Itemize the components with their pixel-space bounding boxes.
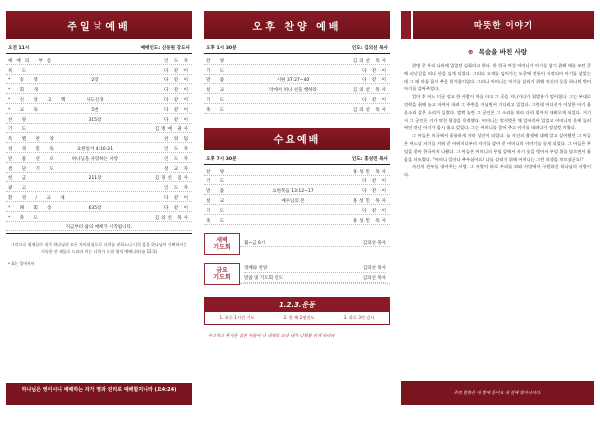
order-row <box>6 84 192 94</box>
movement-item: 1. 하루 1시간 기도 <box>219 315 255 321</box>
movement-item: 2. 한 해 2명전도 <box>283 315 315 321</box>
order-row <box>204 65 390 75</box>
order-person: 김병예 권사 <box>154 127 190 133</box>
order-person: 다 같 이 <box>362 68 388 74</box>
service-leader: 인도: 홍성민 목사 <box>351 156 388 162</box>
order-item: 찬 양 <box>8 117 31 123</box>
order-person: 다 같 이 <box>164 195 190 201</box>
friday-line <box>244 273 386 283</box>
order-person: 인 도 자 <box>164 156 190 162</box>
order-row <box>6 202 192 212</box>
order-item: 기 도 <box>206 179 229 185</box>
order-person: 김의선 목사 <box>352 107 388 113</box>
morning-service-header <box>6 45 192 51</box>
title-char: 일 <box>79 21 93 33</box>
order-content: 315장 <box>88 117 102 123</box>
order-content: 요한일서 4:16-21 <box>76 146 114 152</box>
movement-title: 1.2.3.운동 <box>205 298 389 312</box>
tag-line: 금요 <box>216 266 228 274</box>
order-row <box>6 124 192 134</box>
dawn-prayer-info <box>240 240 390 247</box>
order-content: 하나님을 사랑하는 사랑 <box>71 156 119 162</box>
order-person: 홍성민 목사 <box>352 169 388 175</box>
order-item: 말 씀 <box>206 189 229 195</box>
tag-line: 기도회 <box>213 243 231 251</box>
order-row <box>204 205 390 215</box>
order-item: 설 교 <box>206 198 229 204</box>
friday-line <box>244 263 386 273</box>
fellowship-text: 지금부터 삶의 예배가 시작됩니다. <box>65 225 133 231</box>
order-row <box>204 94 390 104</box>
order-row <box>204 55 390 65</box>
order-person: 인 도 자 <box>164 58 190 64</box>
story-paragraph: 자신의 전부를 내어주는 사랑. 그 사랑이 바로 우리를 죄와 사망에서 구원하신 하나님의 사랑이다. <box>404 165 591 179</box>
order-row <box>204 185 390 195</box>
order-item: 기 도 <box>206 97 229 103</box>
order-row <box>6 212 192 222</box>
divider <box>204 53 390 54</box>
order-item: * 송 영 <box>8 78 42 84</box>
dawn-prayer-time: 월~금 6시 <box>244 241 266 247</box>
order-person: 설 교 자 <box>164 166 190 172</box>
order-content: 2장 <box>91 78 99 84</box>
order-content: 635장 <box>88 205 102 211</box>
friday-prayer-tag <box>204 263 240 285</box>
order-row <box>204 215 390 225</box>
order-content: 5번 <box>91 107 99 113</box>
afternoon-service-banner: 오후 찬양 예배 <box>204 11 390 39</box>
afternoon-service-header <box>204 45 390 51</box>
story-column <box>401 0 594 424</box>
order-content: 시편 37:27~40 <box>276 78 310 84</box>
order-person: 인 도 자 <box>164 146 190 152</box>
story-paragraph: 얼마 후 어느 미군 장교 한 사람이 차를 타고 그 곳을 지나가다가 휘발유가 떨어졌다. 그는 부대로 연락을 취해 놓고 자여서 내려 그 주변을 거닐면서 기다리고 있었다. 그런데 어디선가 이상한 아기 울음소리 같은 소리가 들렸다. 깜짝 놀란 그 군인은 그 소리를 따라 다리 밑까지 내려오게 되었다. 거기서 그 군인은 기가 막힌 광경을 목격했다. 어머니는 벌거벗은 채 얼어죽어 있었고 어머니의 옷에 둘러싸인 갓난 아기가 몹시 울고 있었다. 그는 어머니를 묻어 주고 아기를 데려다가 정성껏 키웠다. <box>404 95 591 132</box>
order-person: 홍성민 목사 <box>352 198 388 204</box>
friday-line-content: 경배와 찬양 <box>244 265 268 271</box>
order-person: 김의선 목사 <box>352 88 388 94</box>
order-person: 김의선 목사 <box>352 58 388 64</box>
order-item: 예배의 부름 <box>8 58 56 64</box>
divider <box>6 53 192 54</box>
friday-line-person: 김의선 목사 <box>362 265 386 271</box>
service-time: 오전 11시 <box>8 46 30 51</box>
order-person: 다 같 이 <box>164 117 190 123</box>
movement-item: 3. 하루 3번 감사 <box>343 315 375 321</box>
story-title <box>401 47 594 56</box>
service-time: 오후 1시 30분 <box>206 46 237 51</box>
order-person: 홍성민 목사 <box>352 218 388 224</box>
worship-verse-banner: 하나님은 영이시니 예배하는 자가 영과 진리로 예배할지니라 (요4:24) <box>6 383 192 405</box>
order-item: 축 도 <box>206 218 229 224</box>
order-row <box>6 55 192 65</box>
psalm-footer-banner: 주의 말씀은 내 발에 등이요 내 길에 빛이니이다. <box>401 381 594 405</box>
order-item: 기 도 <box>206 68 229 74</box>
order-person: 다 같 이 <box>164 88 190 94</box>
order-item: 기 도 <box>206 208 229 214</box>
order-item: 결 단 기 도 <box>8 166 58 172</box>
story-body <box>401 63 594 180</box>
movement-box <box>204 297 390 325</box>
order-item: * 폐 회 송 <box>8 205 56 211</box>
order-person: 찬 양 팀 <box>164 137 190 143</box>
afternoon-order-list <box>204 55 390 114</box>
order-content: 악에서 떠나 선을 행하라 <box>269 88 317 94</box>
order-item: * 회 개 <box>8 88 42 94</box>
cross-circle-icon: ⊕ <box>467 48 474 56</box>
order-item: 축 도 <box>206 107 229 113</box>
order-row <box>6 114 192 124</box>
order-row <box>6 143 192 153</box>
title-char-accent: 낮 <box>93 20 105 30</box>
order-content: 예수님의 본 <box>281 198 305 204</box>
order-person: 다 같 이 <box>164 205 190 211</box>
banner-decoration <box>401 11 411 39</box>
order-item: 성 경 봉 독 <box>8 146 58 152</box>
friday-prayer-box <box>204 263 390 285</box>
romans-verse: 그러므로 형제들아 내가 하나님의 모든 자비하심으로 너희를 권하노니 너희 몸을 하나님이 기뻐하시는 거룩한 산 제물로 드리라 이는 너희가 드릴 영적 예배니라(롬 12:1) <box>10 242 188 254</box>
title-char: 주 <box>67 21 80 33</box>
order-item: 찬 양 <box>206 169 229 175</box>
order-person: 다 같 이 <box>362 189 388 195</box>
story-paragraph: 현명 중 우리 나라에 있었던 실화라고 한다. 한 한국 여성 어머니가 아기를 낳기 위해 애를 쓰던 중에 피난길을 떠나 산을 넘게 되었다. 그러다 고개를 넘어가는 도중에 진통이 시작되어 아기를 낳았는데 그 때 마침 몹시 추운 한겨울이었다. 그러나 어머니는 아기를 살리기 위해 자신의 옷을 하나씩 벗어 아기를 감싸주었다. <box>404 64 591 93</box>
order-item: 기 도 <box>8 127 31 133</box>
order-item: * 축 도 <box>8 215 42 221</box>
order-person: 다 같 이 <box>362 208 388 214</box>
morning-order-list <box>6 55 192 222</box>
order-row <box>204 176 390 186</box>
order-person: 다 같 이 <box>164 97 190 103</box>
order-item: * 교 독 <box>8 107 42 113</box>
order-row <box>204 75 390 85</box>
story-paragraph: 그 아들은 미국에서 훌륭하게 자라 성인이 되었다. 늘 자신의 출생에 대해 알고 싶어했던 그 아들은 어느날 자기를 키워 준 아버지로부터 자기를 낳아 준 어머니의 이야기를 듣게 되었다. 그 아들은 무덤을 찾아 한국까지 나왔다. 그 아들은 어머니의 무덤 앞에서 자기 옷을 벗어서 무덤 위를 덮으면서 울음을 터뜨렸다. "어머니 얼마나 추우셨어요! 나를 살리기 위해 어머니는 그런 희생을 치르셨군요!" <box>404 134 591 163</box>
afternoon-service-column <box>204 0 390 424</box>
wednesday-service-header <box>204 156 390 162</box>
divider <box>6 233 192 234</box>
order-person: 김의선 목사 <box>154 215 190 221</box>
order-item: 헌 금 <box>8 176 31 182</box>
order-row <box>6 104 192 114</box>
order-item: 말 씀 <box>206 78 229 84</box>
standing-note: * 표는 일어서서 <box>8 260 35 266</box>
order-row <box>204 166 390 176</box>
friday-line-content: 말씀 및 기도회 인도 <box>244 275 284 281</box>
wednesday-order-list <box>204 166 390 225</box>
fellowship-row <box>6 222 192 232</box>
order-content: 사도신경 <box>86 97 104 103</box>
story-title-text: 목숨을 바친 사랑 <box>478 48 528 56</box>
order-person: 김경선 집사 <box>154 176 190 182</box>
order-row <box>6 65 192 75</box>
order-item: 특 별 찬 양 <box>8 137 58 143</box>
order-content: 요한복음 13:12~17 <box>272 189 314 195</box>
friday-prayer-info <box>240 263 390 284</box>
order-person: 다 같 이 <box>164 68 190 74</box>
order-row <box>6 153 192 163</box>
dawn-prayer-leader: 김의선 목사 <box>362 241 386 247</box>
friday-line-person: 김의선 목사 <box>362 275 386 281</box>
order-person: 다 같 이 <box>362 78 388 84</box>
order-person: 다 같 이 <box>164 107 190 113</box>
order-row <box>6 192 192 202</box>
morning-service-column <box>6 0 192 424</box>
order-row <box>6 173 192 183</box>
order-item: 묵 도 <box>8 68 31 74</box>
order-row <box>204 104 390 114</box>
order-item: 찬 양 <box>206 58 229 64</box>
wednesday-service-banner: 수요예배 <box>204 128 390 150</box>
story-banner <box>401 11 594 39</box>
order-item: 말 씀 선 포 <box>8 156 58 162</box>
movement-items <box>205 312 389 325</box>
divider <box>204 164 390 165</box>
order-person: 다 같 이 <box>362 179 388 185</box>
order-row <box>6 133 192 143</box>
order-row <box>6 163 192 173</box>
service-leader: 인도: 김의선 목사 <box>351 46 388 51</box>
tag-line: 기도회 <box>213 273 231 281</box>
order-row <box>204 195 390 205</box>
order-item: 설 교 <box>206 88 229 94</box>
order-person: 다 같 이 <box>362 97 388 103</box>
service-time: 오후 7시 30분 <box>206 156 237 162</box>
story-banner-title: 따뜻한 이야기 <box>413 11 594 39</box>
order-row <box>6 75 192 85</box>
title-char: 예 <box>105 21 119 33</box>
morning-service-banner <box>6 11 192 39</box>
order-item: 환 영 / 교 제 <box>8 195 69 201</box>
service-leader: 예배인도: 신동원 강도사 <box>140 46 190 51</box>
order-person: 인 도 자 <box>164 186 190 192</box>
dawn-prayer-tag <box>204 233 240 255</box>
invitation-quote: 수고하고 무거운 짐진 자들아 다 내게로 오라 내가 너희를 쉬게 하리라 <box>208 332 335 338</box>
dawn-prayer-box <box>204 233 390 255</box>
order-row <box>6 182 192 192</box>
order-row <box>6 94 192 104</box>
order-person: 다 같 이 <box>164 78 190 84</box>
tag-line: 새벽 <box>216 236 228 244</box>
order-content: 211장 <box>88 176 102 182</box>
order-row <box>204 84 390 94</box>
order-item: * 신 앙 고 백 <box>8 97 70 103</box>
order-item: 광 고 <box>8 186 31 192</box>
title-char: 배 <box>118 21 131 33</box>
